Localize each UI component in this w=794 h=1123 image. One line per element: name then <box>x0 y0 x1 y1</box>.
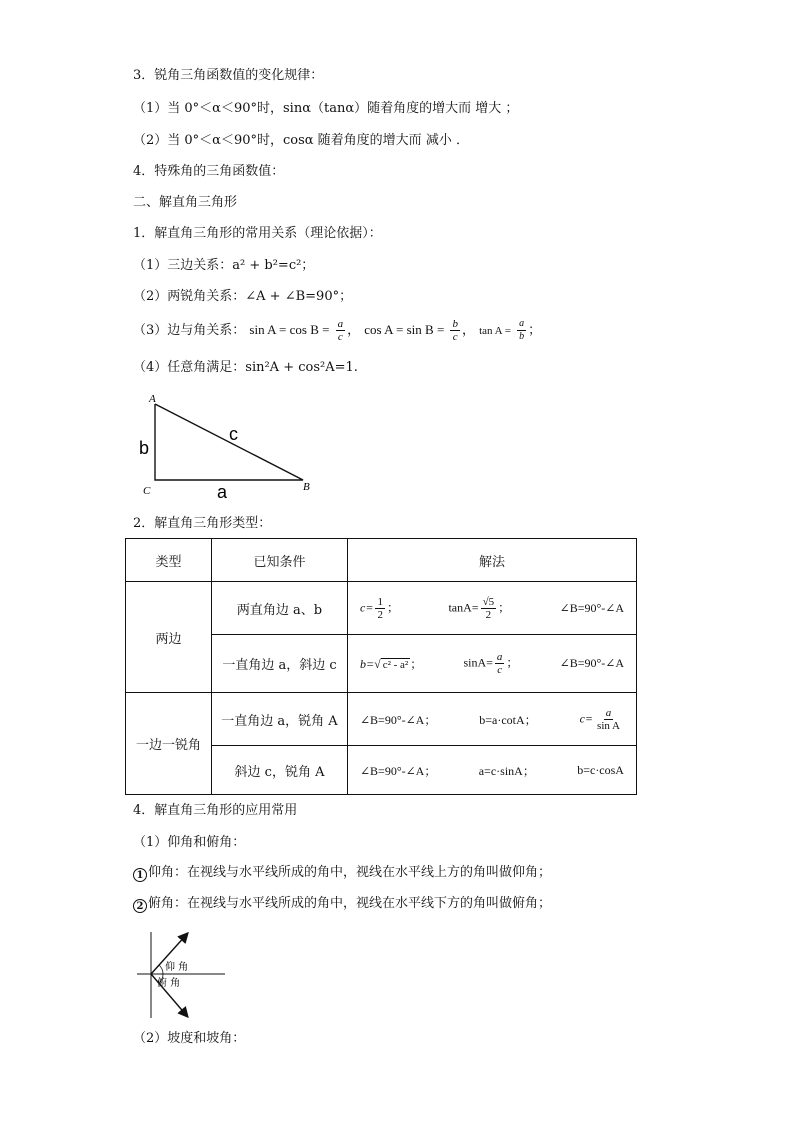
depression-angle-label: 俯 角 <box>157 978 181 989</box>
right-triangle-figure <box>135 388 325 500</box>
elevation-angle-label: 仰 角 <box>165 962 189 973</box>
table-header-row <box>126 539 637 582</box>
circled-two-marker: 2 <box>133 899 147 913</box>
relations-title: 1．解直角三角形的常用关系（理论依据）： <box>133 226 382 241</box>
relation-sides: （1）三边关系：a² + b²=c²； <box>133 258 315 273</box>
elevation-depression-diagram <box>133 926 233 1022</box>
solution-table <box>125 538 637 795</box>
header-method: 解法 <box>348 539 637 582</box>
section3-line1: （1）当 0°＜α＜90°时，sinα（tanα）随着角度的增大而 增大 ； <box>133 101 519 116</box>
fraction-a-over-b: $\frac{a}{b}$ <box>519 318 525 342</box>
formula-sinA: sin A = cos B = <box>249 322 330 337</box>
part2-title: 二、解直角三角形 <box>133 195 238 210</box>
section4-special-title: 4．特殊角的三角函数值： <box>133 164 285 179</box>
row1-condition: 两直角边 a、b <box>212 582 348 635</box>
formula-cosA: cos A = sin B = <box>364 322 445 337</box>
row4-condition: 斜边 c，锐角 A <box>212 746 348 795</box>
row3-method: ∠B=90°-∠A； b=a·cotA； c= $\frac{a}{\text{sin A}}$ <box>348 693 637 746</box>
table-row <box>126 693 637 746</box>
row4-method: ∠B=90°-∠A； a=c·sinA； b=c·cosA <box>348 746 637 795</box>
applications-title: 4．解直角三角形的应用常用 <box>133 803 298 818</box>
fraction-b-over-c: $\frac{b}{c}$ <box>452 318 458 343</box>
row3-condition: 一直角边 a，锐角 A <box>212 693 348 746</box>
depression-definition: 2 俯角：在视线与水平线所成的角中，视线在水平线下方的角叫做俯角； <box>133 895 551 913</box>
side-a-label: a <box>217 482 228 500</box>
relation-side-angle: （3）边与角关系： sin A = cos B = $\frac{a}{c}$ ， cos A = sin B = $\frac{b}{c}$ ， tan A = $\frac{a}{b}$ ； <box>133 318 542 343</box>
relation-angles: （2）两锐角关系：∠A + ∠B=90°； <box>133 289 353 304</box>
slope-title: （2）坡度和坡角： <box>133 1031 246 1046</box>
vertex-A: A <box>149 393 156 405</box>
types-title: 2．解直角三角形类型： <box>133 516 272 531</box>
type-side-angle: 一边一锐角 <box>126 693 212 795</box>
table-row <box>126 582 637 635</box>
elevation-definition: 1 仰角：在视线与水平线所成的角中，视线在水平线上方的角叫做仰角； <box>133 864 551 882</box>
row2-condition: 一直角边 a，斜边 c <box>212 635 348 693</box>
side-b-label: b <box>139 438 150 458</box>
elevation-depression-title: （1）仰角和俯角： <box>133 835 246 850</box>
fraction-a-over-c: $\frac{a}{c}$ <box>337 318 344 343</box>
circled-one-marker: 1 <box>133 868 147 882</box>
row2-method: b=√ c² - a² ； sinA= $\frac{a}{c}$ ； ∠B=90°-∠A <box>348 635 637 693</box>
relation-identity: （4）任意角满足：sin²A + cos²A=1. <box>133 360 358 375</box>
relation-side-angle-label: （3）边与角关系： <box>133 323 246 338</box>
row1-method: c= $\frac{1}{2}$ ； tanA= $\frac{√5}{2}$ ； ∠B=90°-∠A <box>348 582 637 635</box>
vertex-B: B <box>303 481 310 493</box>
header-type: 类型 <box>126 539 212 582</box>
formula-tanA: tan A = <box>479 325 511 337</box>
section3-line2: （2）当 0°＜α＜90°时，cosα 随着角度的增大而 减小 ． <box>133 133 469 148</box>
side-c-label: c <box>229 424 238 444</box>
vertex-C: C <box>143 485 151 497</box>
header-condition: 已知条件 <box>212 539 348 582</box>
type-two-sides: 两边 <box>126 582 212 693</box>
section3-title: 3．锐角三角函数值的变化规律： <box>133 68 324 83</box>
